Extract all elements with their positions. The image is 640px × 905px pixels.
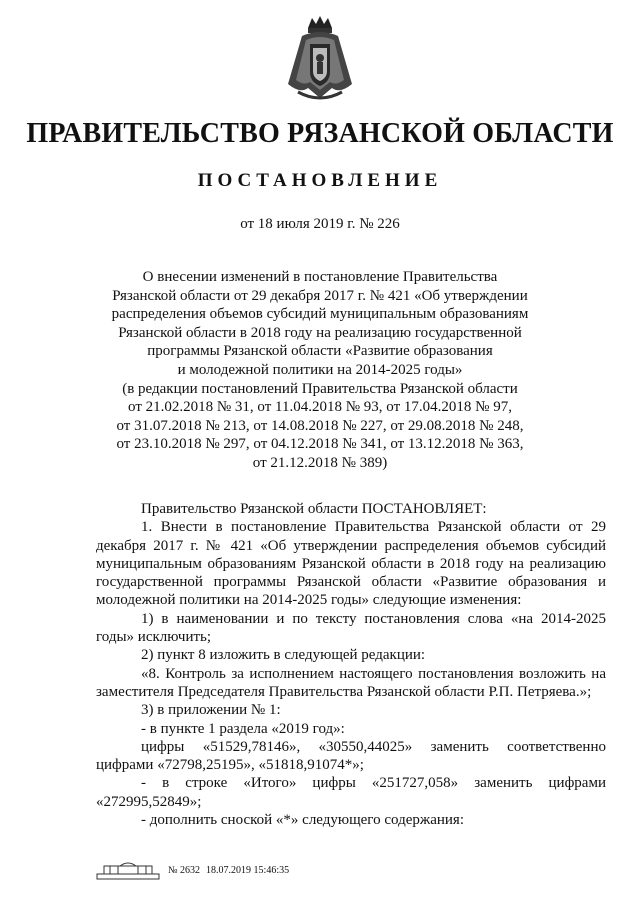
dash-item-3: - дополнить сноской «*» следующего содержания: xyxy=(141,812,464,829)
document-subject xyxy=(80,268,560,473)
subject-line: и молодежной политики на 2014-2025 годы» xyxy=(177,361,463,378)
document-date: от 18 июля 2019 г. № 226 xyxy=(240,216,400,232)
subitem-2-text: «8. Контроль за исполнением настоящего постановления возложить на заместителя Председателя Правительства Рязанской области Р.П. Петряева.»; xyxy=(96,665,606,700)
government-title: ПРАВИТЕЛЬСТВО РЯЗАНСКОЙ ОБЛАСТИ xyxy=(26,118,614,149)
subject-line: от 31.07.2018 № 213, от 14.08.2018 № 227, от 29.08.2018 № 248, xyxy=(116,417,524,434)
subitem-3: 3) в приложении № 1: xyxy=(141,702,281,719)
subject-line: от 23.10.2018 № 297, от 04.12.2018 № 341, от 13.12.2018 № 363, xyxy=(116,436,524,453)
dash-item-2: - в строке «Итого» цифры «251727,058» заменить цифрами «272995,52849»; xyxy=(96,775,606,810)
subject-line: О внесении изменений в постановление Правительства xyxy=(142,269,498,285)
coat-of-arms-icon xyxy=(280,14,360,104)
subitem-1: 1) в наименовании и по тексту постановления слова «на 2014-2025 годы» исключить; xyxy=(96,610,606,646)
document-body xyxy=(96,500,606,829)
subject-line: распределения объемов субсидий муниципальным образованиям xyxy=(111,306,529,323)
registry-number: № 2632 xyxy=(168,864,201,876)
subject-line: (в редакции постановлений Правительства Рязанской области xyxy=(122,380,518,397)
resolution-intro: Правительство Рязанской области ПОСТАНОВЛЯЕТ: xyxy=(141,501,487,517)
subject-line: от 21.02.2018 № 31, от 11.04.2018 № 93, от 17.04.2018 № 97, xyxy=(128,399,512,416)
subitem-2: 2) пункт 8 изложить в следующей редакции: xyxy=(141,647,426,664)
registry-timestamp: 18.07.2019 15:46:35 xyxy=(206,864,290,876)
subject-line: Рязанской области в 2018 году на реализацию государственной xyxy=(118,324,522,341)
item-1: 1. Внести в постановление Правительства Рязанской области от 29 декабря 2017 г. № 421 «Об утверждении распределения объемов субсидий муниципальным образованиям Рязанской области в 2018 году на реализацию государственной программы Рязанской области «Развитие образования и молодежной политики на 2014-2025 годы» следующие изменения: xyxy=(96,519,606,609)
dash-item-1: - в пункте 1 раздела «2019 год»: xyxy=(141,720,345,737)
subject-line: Рязанской области от 29 декабря 2017 г. № 421 «Об утверждении xyxy=(112,287,528,304)
dash-item-1-text: цифры «51529,78146», «30550,44025» заменить соответственно цифрами «72798,25195», «51818,91074*»; xyxy=(96,738,606,774)
subject-line: программы Рязанской области «Развитие образования xyxy=(147,343,493,360)
subject-line: от 21.12.2018 № 389) xyxy=(252,454,388,471)
document-type: ПОСТАНОВЛЕНИЕ xyxy=(197,170,443,191)
registry-stamp-icon xyxy=(96,860,160,880)
registry-footer xyxy=(96,860,295,880)
